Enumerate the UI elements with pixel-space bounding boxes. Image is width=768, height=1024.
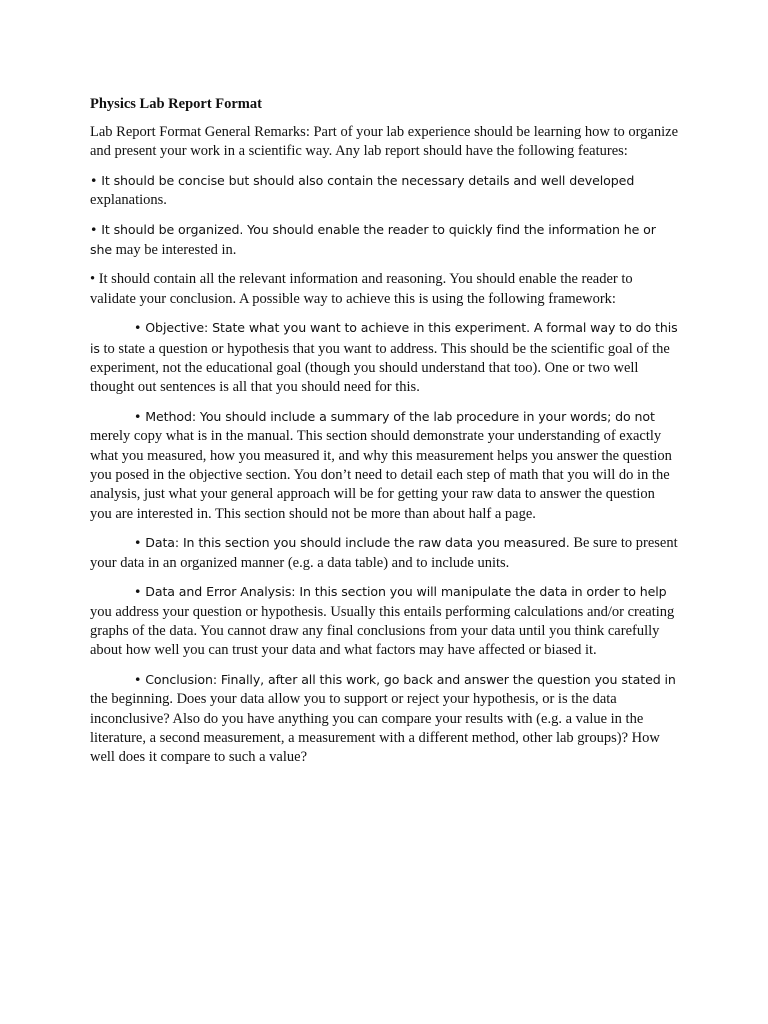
section-analysis-lead: • Data and Error Analysis: In this section you will manipulate the data in order to help: [134, 584, 667, 600]
document-title: Physics Lab Report Format: [90, 96, 262, 112]
section-data-error-analysis: [90, 582, 680, 660]
section-conclusion: [90, 670, 680, 767]
feature-concise-rest: explanations.: [90, 192, 167, 209]
section-method: [90, 407, 680, 524]
feature-concise-lead: • It should be concise but should also contain the necessary details and well developed: [90, 173, 635, 189]
section-data-rest: Be sure to present your data in an organized manner (e.g. a data table) and to include units.: [90, 535, 678, 571]
intro-paragraph: Lab Report Format General Remarks: Part of your lab experience should be learning how to organize and present your work in a scientific way. Any lab report should have the following features:: [90, 124, 679, 160]
section-objective-rest: to state a question or hypothesis that you want to address. This should be the scientific goal of the experiment, not the educational goal (though you should understand that too). One or two well thought out sentences is all that you should need for this.: [90, 340, 670, 396]
section-method-lead: • Method: You should include a summary of the lab procedure in your words; do not: [134, 409, 655, 425]
section-objective-lead: • Objective: State what you want to achieve in this experiment. A formal way to do this is: [90, 320, 678, 356]
feature-concise: [90, 171, 680, 211]
section-conclusion-lead: • Conclusion: Finally, after all this work, go back and answer the question you stated in: [134, 672, 676, 688]
feature-organized-rest: may be interested in.: [112, 242, 237, 259]
feature-relevant: [90, 270, 680, 309]
section-conclusion-rest: the beginning. Does your data allow you to support or reject your hypothesis, or is the data inconclusive? Also do you have anything you can compare your results with (e.g. a value in the literature, a second measurement, a measurement with a different method, other lab groups)? How well does it compare to such a value?: [90, 691, 660, 766]
feature-relevant-lead: • It should contain all the relevant information and reasoning.: [90, 271, 447, 288]
section-data: [90, 533, 680, 573]
section-analysis-rest: you address your question or hypothesis. Usually this entails performing calculations and/or creating graphs of the data. You cannot draw any final conclusions from your data until you think carefully about how well you can trust your data and what factors may have affected or biased it.: [90, 603, 675, 659]
feature-organized-lead: • It should be organized. You should enable the reader to quickly find the information he or she: [90, 222, 656, 258]
section-objective: [90, 318, 680, 397]
section-method-rest: merely copy what is in the manual. This section should demonstrate your understanding of exactly what you measured, how you measured it, and why this measurement helps you answer the question you posed in the objective section. You don’t need to detail each step of math that you will do in the analysis, just what your general approach will be for getting your raw data to answer the question you are interested in. This section should not be more than about half a page.: [90, 428, 672, 522]
section-data-lead: • Data: In this section you should include the raw data you measured.: [134, 535, 570, 551]
feature-relevant-rest: You should enable the reader to validate your conclusion. A possible way to achieve this is using the following framework:: [90, 271, 633, 307]
feature-organized: [90, 220, 680, 261]
